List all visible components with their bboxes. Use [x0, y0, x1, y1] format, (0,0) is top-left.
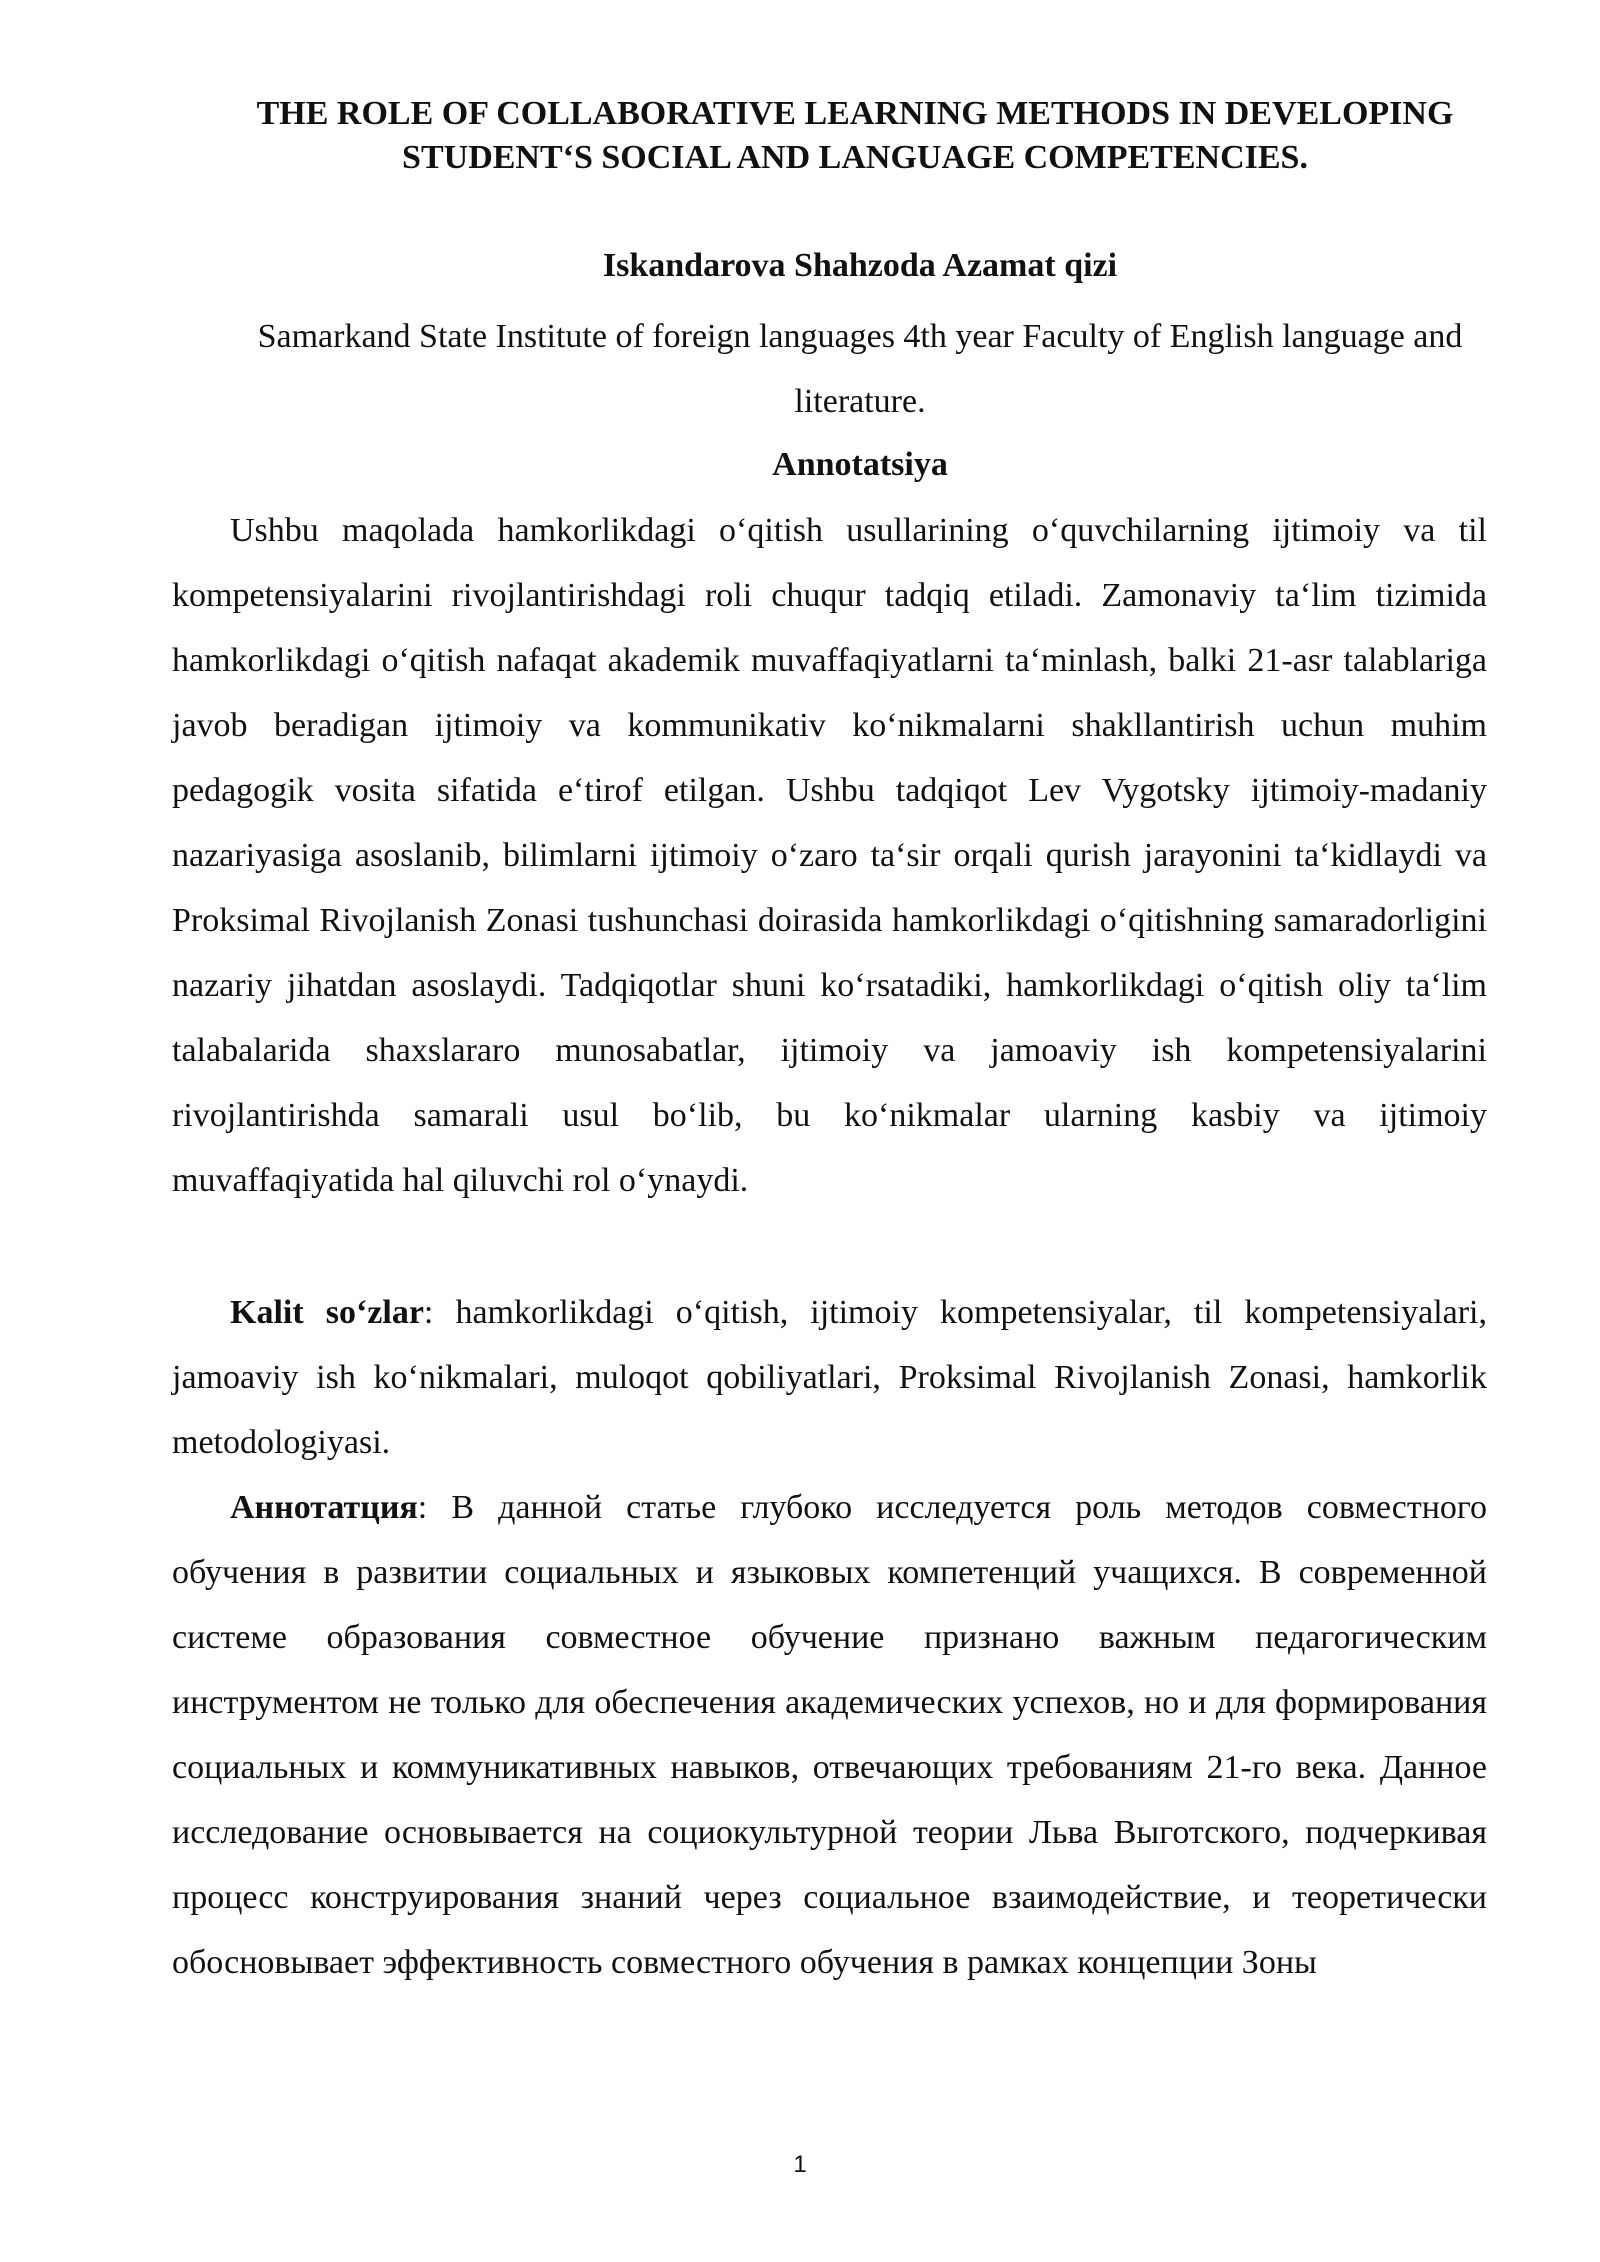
abstract-heading-uz: Annotatsiya: [772, 446, 948, 483]
author-name: Iskandarova Shahzoda Azamat qizi: [602, 247, 1118, 284]
abstract-text-uz: Ushbu maqolada hamkorlikdagi o‘qitish usullarining o‘quvchilarning ijtimoiy va til kompetensiyalarini rivojlantirishdagi roli chuqur tadqiq etiladi. Zamonaviy ta‘lim tizimida hamkorlikdagi o‘qitish nafaqat akademik muvaffaqiyatlarni ta‘minlash, balki 21-asr talablariga javob beradigan ijtimoiy va kommunikativ ko‘nikmalarni shakllantirish uchun muhim pedagogik vosita sifatida e‘tirof etilgan. Ushbu tadqiqot Lev Vygotsky ijtimoiy-madaniy nazariyasiga asoslanib, bilimlarni ijtimoiy o‘zaro ta‘sir orqali qurish jarayonini ta‘kidlaydi va Proksimal Rivojlanish Zonasi tushunchasi doirasida hamkorlikdagi o‘qitishning samaradorligini nazariy jihatdan asoslaydi. Tadqiqotlar shuni ko‘rsatadiki, hamkorlikdagi o‘qitish oliy ta‘lim talabalarida shaxslararo munosabatlar, ijtimoiy va jamoaviy ish kompetensiyalarini rivojlantirishda samarali usul bo‘lib, bu ko‘nikmalar ularning kasbiy va ijtimoiy muvaffaqiyatida hal qiluvchi rol o‘ynaydi.: [172, 512, 1487, 1199]
keywords-label-uz: Kalit so‘zlar: [230, 1294, 424, 1331]
author-affiliation: Samarkand State Institute of foreign languages 4th year Faculty of English language and literature.: [257, 318, 1463, 420]
abstract-label-ru: Аннотатция: [230, 1489, 418, 1526]
abstract-paragraph-ru: [172, 1475, 1487, 1995]
page-number: 1: [793, 2151, 807, 2178]
article-title: THE ROLE OF COLLABORATIVE LEARNING METHODS IN DEVELOPING STUDENT‘S SOCIAL AND LANGUAGE COMPETENCIES.: [256, 95, 1454, 176]
abstract-text-ru: : В данной статье глубоко исследуется роль методов совместного обучения в развитии социальных и языковых компетенций учащихся. В современной системе образования совместное обучение признано важным педагогическим инструментом не только для обеспечения академических успехов, но и для формирования социальных и коммуникативных навыков, отвечающих требованиям 21-го века. Данное исследование основывается на социокультурной теории Льва Выготского, подчеркивая процесс конструирования знаний через социальное взаимодействие, и теоретически обосновывает эффективность совместного обучения в рамках концепции Зоны: [172, 1489, 1487, 1981]
keywords-text-uz: : hamkorlikdagi o‘qitish, ijtimoiy kompetensiyalar, til kompetensiyalari, jamoaviy ish ko‘nikmalari, muloqot qobiliyatlari, Proksimal Rivojlanish Zonasi, hamkorlik metodologiyasi.: [172, 1294, 1487, 1461]
keywords-paragraph-uz: [172, 1280, 1487, 1475]
